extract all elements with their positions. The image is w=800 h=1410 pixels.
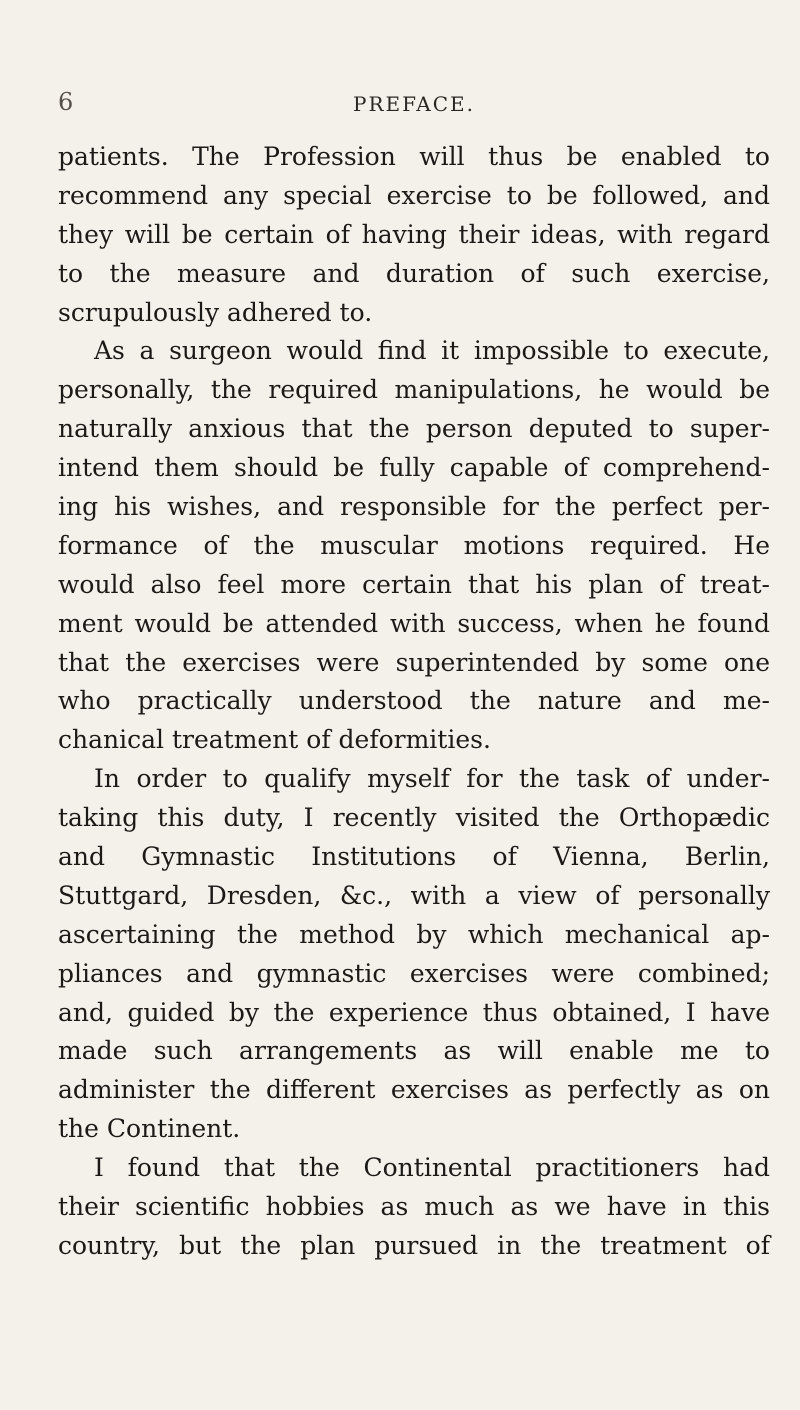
text-line: intend them should be fully capable of comprehend- — [58, 453, 770, 483]
text-line: administer the different exercises as perfectly as on — [58, 1075, 770, 1105]
text-line: would also feel more certain that his plan of treat- — [58, 569, 770, 599]
running-head: PREFACE. — [353, 92, 475, 116]
text-line: recommend any special exercise to be followed, and — [58, 180, 770, 210]
text-line: ascertaining the method by which mechanical ap- — [58, 919, 770, 949]
text-line: In order to qualify myself for the task of under- — [94, 764, 770, 794]
text-line: and Gymnastic Institutions of Vienna, Berlin, — [58, 842, 770, 872]
text-line: I found that the Continental practitioners had — [94, 1153, 770, 1183]
body-text — [58, 138, 770, 1266]
text-line: naturally anxious that the person deputed to super- — [58, 414, 770, 444]
text-line: made such arrangements as will enable me to — [58, 1036, 770, 1066]
text-line: ing his wishes, and responsible for the perfect per- — [58, 492, 770, 522]
text-line: they will be certain of having their ideas, with regard — [58, 219, 770, 249]
text-line: who practically understood the nature and me- — [58, 686, 770, 716]
text-line: chanical treatment of deformities. — [58, 725, 491, 755]
text-line: ment would be attended with success, when he found — [58, 608, 770, 638]
text-line: scrupulously adhered to. — [58, 297, 373, 327]
text-line: Stuttgard, Dresden, &c., with a view of personally — [58, 880, 770, 910]
page-number: 6 — [58, 88, 74, 116]
text-line: pliances and gymnastic exercises were combined; — [58, 958, 770, 988]
text-line: to the measure and duration of such exercise, — [58, 258, 770, 288]
text-line: As a surgeon would find it impossible to execute, — [94, 336, 770, 366]
text-line: country, but the plan pursued in the treatment of — [58, 1230, 770, 1260]
text-line: formance of the muscular motions required. He — [58, 530, 770, 560]
text-line: taking this duty, I recently visited the Orthopædic — [58, 803, 770, 833]
text-line: and, guided by the experience thus obtained, I have — [58, 997, 770, 1027]
text-line: personally, the required manipulations, he would be — [58, 375, 770, 405]
text-line: patients. The Profession will thus be enabled to — [58, 142, 770, 171]
text-line: the Continent. — [58, 1114, 241, 1144]
text-line: their scientific hobbies as much as we have in this — [58, 1192, 770, 1222]
text-line: that the exercises were superintended by some one — [58, 647, 770, 677]
page-header — [58, 88, 770, 122]
